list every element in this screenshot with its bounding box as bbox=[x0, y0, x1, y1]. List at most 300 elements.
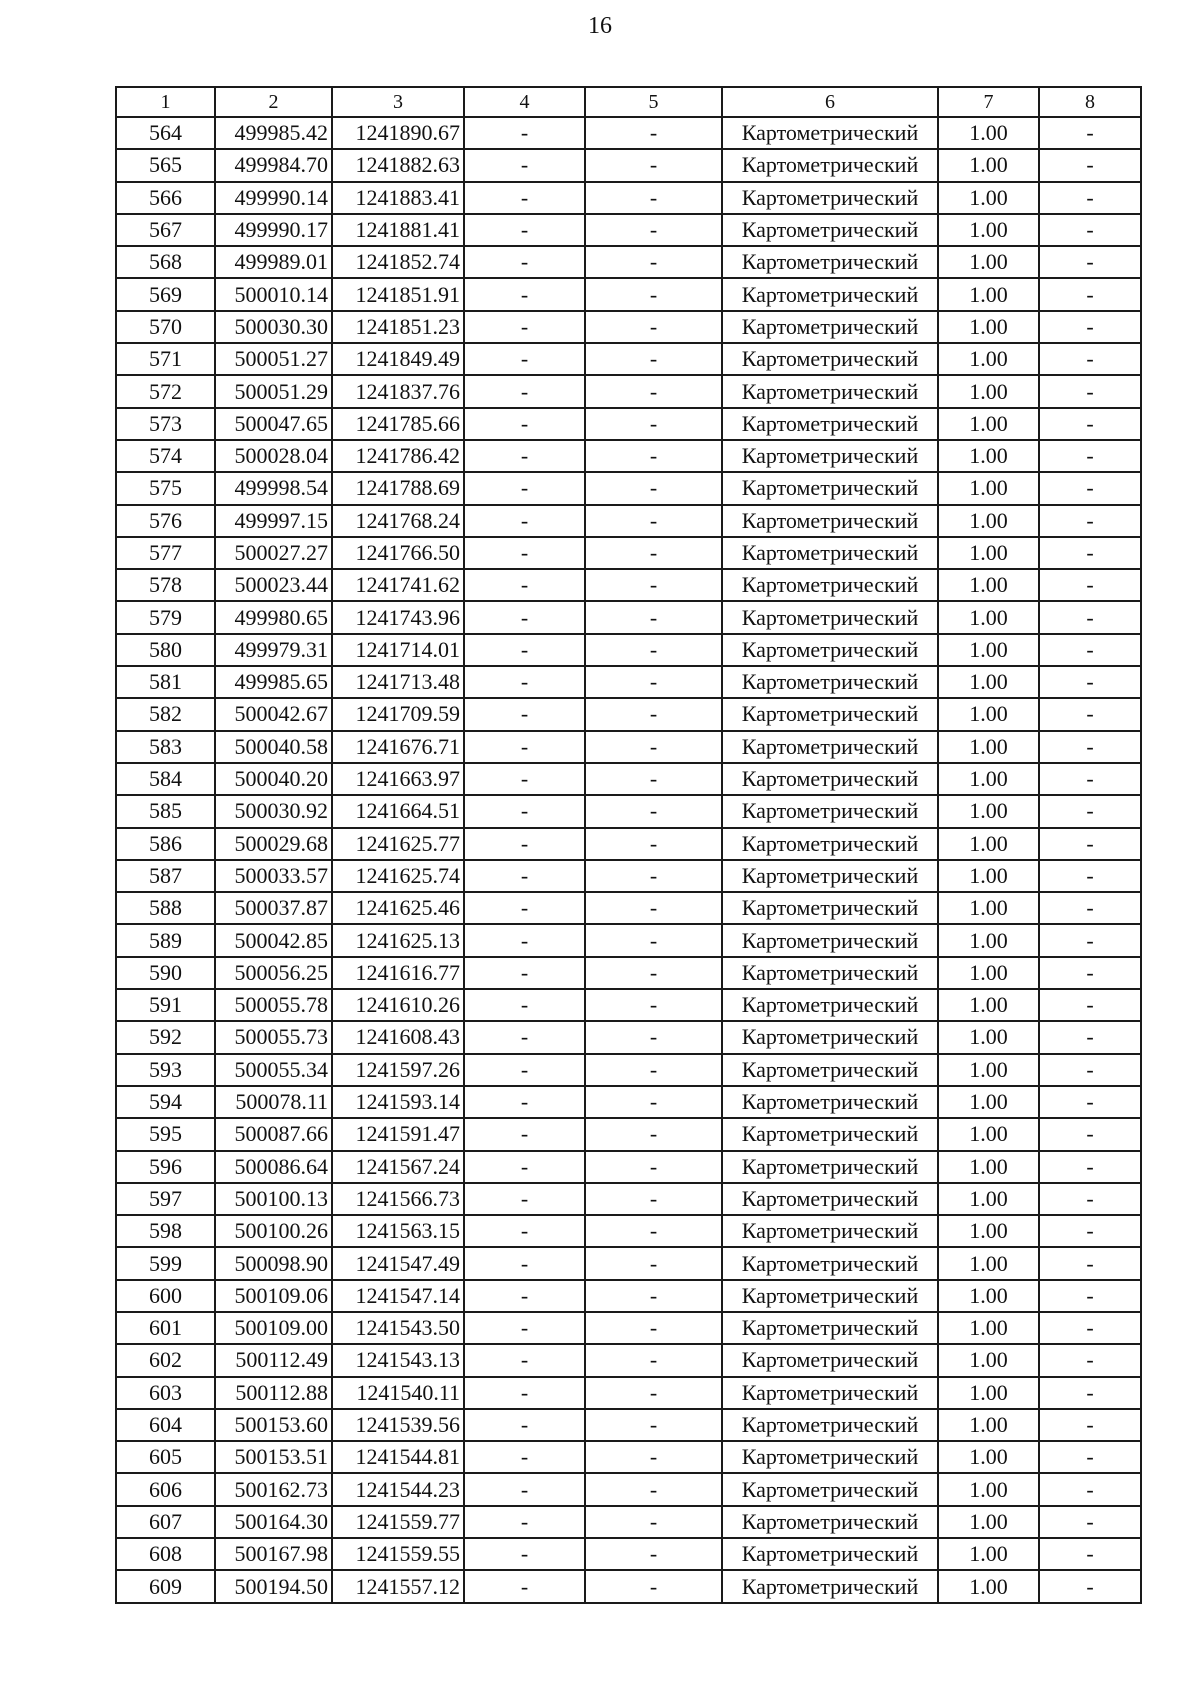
method-cell: Картометрический bbox=[722, 1312, 938, 1344]
method-cell: Картометрический bbox=[722, 763, 938, 795]
col8-cell: - bbox=[1039, 892, 1141, 924]
col4-cell: - bbox=[464, 989, 585, 1021]
accuracy-cell: 1.00 bbox=[938, 375, 1039, 407]
y-coordinate-cell: 1241591.47 bbox=[332, 1118, 464, 1150]
col4-cell: - bbox=[464, 1473, 585, 1505]
accuracy-cell: 1.00 bbox=[938, 1183, 1039, 1215]
point-number-cell: 587 bbox=[116, 860, 215, 892]
col5-cell: - bbox=[585, 1215, 722, 1247]
point-number-cell: 594 bbox=[116, 1086, 215, 1118]
y-coordinate-cell: 1241713.48 bbox=[332, 666, 464, 698]
accuracy-cell: 1.00 bbox=[938, 569, 1039, 601]
x-coordinate-cell: 500040.58 bbox=[215, 731, 332, 763]
y-coordinate-cell: 1241547.49 bbox=[332, 1247, 464, 1279]
method-cell: Картометрический bbox=[722, 1183, 938, 1215]
col8-cell: - bbox=[1039, 1021, 1141, 1053]
column-header: 6 bbox=[722, 87, 938, 117]
accuracy-cell: 1.00 bbox=[938, 601, 1039, 633]
table-row bbox=[116, 440, 1141, 472]
method-cell: Картометрический bbox=[722, 634, 938, 666]
col8-cell: - bbox=[1039, 1377, 1141, 1409]
x-coordinate-cell: 500112.49 bbox=[215, 1344, 332, 1376]
x-coordinate-cell: 500055.73 bbox=[215, 1021, 332, 1053]
point-number-cell: 572 bbox=[116, 375, 215, 407]
point-number-cell: 577 bbox=[116, 537, 215, 569]
x-coordinate-cell: 500098.90 bbox=[215, 1247, 332, 1279]
col4-cell: - bbox=[464, 698, 585, 730]
method-cell: Картометрический bbox=[722, 860, 938, 892]
table-row bbox=[116, 1215, 1141, 1247]
y-coordinate-cell: 1241597.26 bbox=[332, 1054, 464, 1086]
point-number-cell: 570 bbox=[116, 311, 215, 343]
col4-cell: - bbox=[464, 1538, 585, 1570]
col5-cell: - bbox=[585, 1118, 722, 1150]
method-cell: Картометрический bbox=[722, 1280, 938, 1312]
y-coordinate-cell: 1241544.81 bbox=[332, 1441, 464, 1473]
col8-cell: - bbox=[1039, 698, 1141, 730]
col4-cell: - bbox=[464, 1506, 585, 1538]
y-coordinate-cell: 1241676.71 bbox=[332, 731, 464, 763]
y-coordinate-cell: 1241663.97 bbox=[332, 763, 464, 795]
col8-cell: - bbox=[1039, 1215, 1141, 1247]
method-cell: Картометрический bbox=[722, 1151, 938, 1183]
x-coordinate-cell: 500109.06 bbox=[215, 1280, 332, 1312]
y-coordinate-cell: 1241566.73 bbox=[332, 1183, 464, 1215]
col5-cell: - bbox=[585, 1538, 722, 1570]
col4-cell: - bbox=[464, 343, 585, 375]
col8-cell: - bbox=[1039, 828, 1141, 860]
col4-cell: - bbox=[464, 1215, 585, 1247]
accuracy-cell: 1.00 bbox=[938, 1247, 1039, 1279]
x-coordinate-cell: 499997.15 bbox=[215, 505, 332, 537]
col4-cell: - bbox=[464, 1441, 585, 1473]
coordinates-table bbox=[115, 86, 1142, 1604]
col8-cell: - bbox=[1039, 957, 1141, 989]
col4-cell: - bbox=[464, 957, 585, 989]
table-row bbox=[116, 408, 1141, 440]
method-cell: Картометрический bbox=[722, 505, 938, 537]
x-coordinate-cell: 500194.50 bbox=[215, 1570, 332, 1602]
x-coordinate-cell: 500051.29 bbox=[215, 375, 332, 407]
point-number-cell: 578 bbox=[116, 569, 215, 601]
point-number-cell: 590 bbox=[116, 957, 215, 989]
table-row bbox=[116, 1280, 1141, 1312]
x-coordinate-cell: 500028.04 bbox=[215, 440, 332, 472]
x-coordinate-cell: 500055.34 bbox=[215, 1054, 332, 1086]
method-cell: Картометрический bbox=[722, 375, 938, 407]
col5-cell: - bbox=[585, 1473, 722, 1505]
col4-cell: - bbox=[464, 1183, 585, 1215]
table-row bbox=[116, 1183, 1141, 1215]
accuracy-cell: 1.00 bbox=[938, 1021, 1039, 1053]
col5-cell: - bbox=[585, 1183, 722, 1215]
col4-cell: - bbox=[464, 731, 585, 763]
method-cell: Картометрический bbox=[722, 1215, 938, 1247]
point-number-cell: 574 bbox=[116, 440, 215, 472]
y-coordinate-cell: 1241714.01 bbox=[332, 634, 464, 666]
x-coordinate-cell: 500051.27 bbox=[215, 343, 332, 375]
point-number-cell: 586 bbox=[116, 828, 215, 860]
accuracy-cell: 1.00 bbox=[938, 860, 1039, 892]
table-row bbox=[116, 537, 1141, 569]
point-number-cell: 592 bbox=[116, 1021, 215, 1053]
point-number-cell: 588 bbox=[116, 892, 215, 924]
point-number-cell: 573 bbox=[116, 408, 215, 440]
col8-cell: - bbox=[1039, 1409, 1141, 1441]
col4-cell: - bbox=[464, 1118, 585, 1150]
page-number: 16 bbox=[588, 13, 612, 39]
col5-cell: - bbox=[585, 601, 722, 633]
method-cell: Картометрический bbox=[722, 1377, 938, 1409]
col8-cell: - bbox=[1039, 246, 1141, 278]
col5-cell: - bbox=[585, 569, 722, 601]
point-number-cell: 583 bbox=[116, 731, 215, 763]
method-cell: Картометрический bbox=[722, 343, 938, 375]
x-coordinate-cell: 499979.31 bbox=[215, 634, 332, 666]
accuracy-cell: 1.00 bbox=[938, 1473, 1039, 1505]
col4-cell: - bbox=[464, 666, 585, 698]
col8-cell: - bbox=[1039, 1344, 1141, 1376]
col4-cell: - bbox=[464, 1021, 585, 1053]
col4-cell: - bbox=[464, 182, 585, 214]
col8-cell: - bbox=[1039, 634, 1141, 666]
method-cell: Картометрический bbox=[722, 408, 938, 440]
method-cell: Картометрический bbox=[722, 989, 938, 1021]
x-coordinate-cell: 500030.30 bbox=[215, 311, 332, 343]
method-cell: Картометрический bbox=[722, 1409, 938, 1441]
col4-cell: - bbox=[464, 763, 585, 795]
method-cell: Картометрический bbox=[722, 278, 938, 310]
point-number-cell: 569 bbox=[116, 278, 215, 310]
y-coordinate-cell: 1241837.76 bbox=[332, 375, 464, 407]
x-coordinate-cell: 500167.98 bbox=[215, 1538, 332, 1570]
point-number-cell: 585 bbox=[116, 795, 215, 827]
method-cell: Картометрический bbox=[722, 795, 938, 827]
col5-cell: - bbox=[585, 311, 722, 343]
accuracy-cell: 1.00 bbox=[938, 1506, 1039, 1538]
point-number-cell: 605 bbox=[116, 1441, 215, 1473]
x-coordinate-cell: 500047.65 bbox=[215, 408, 332, 440]
col5-cell: - bbox=[585, 505, 722, 537]
y-coordinate-cell: 1241608.43 bbox=[332, 1021, 464, 1053]
col5-cell: - bbox=[585, 1151, 722, 1183]
col8-cell: - bbox=[1039, 1054, 1141, 1086]
method-cell: Картометрический bbox=[722, 472, 938, 504]
y-coordinate-cell: 1241883.41 bbox=[332, 182, 464, 214]
col4-cell: - bbox=[464, 246, 585, 278]
col5-cell: - bbox=[585, 1021, 722, 1053]
table-row bbox=[116, 957, 1141, 989]
col4-cell: - bbox=[464, 892, 585, 924]
accuracy-cell: 1.00 bbox=[938, 1215, 1039, 1247]
y-coordinate-cell: 1241882.63 bbox=[332, 149, 464, 181]
table-row bbox=[116, 601, 1141, 633]
col4-cell: - bbox=[464, 472, 585, 504]
point-number-cell: 608 bbox=[116, 1538, 215, 1570]
col5-cell: - bbox=[585, 1506, 722, 1538]
point-number-cell: 579 bbox=[116, 601, 215, 633]
col5-cell: - bbox=[585, 408, 722, 440]
x-coordinate-cell: 500056.25 bbox=[215, 957, 332, 989]
table-row bbox=[116, 1312, 1141, 1344]
y-coordinate-cell: 1241768.24 bbox=[332, 505, 464, 537]
y-coordinate-cell: 1241786.42 bbox=[332, 440, 464, 472]
accuracy-cell: 1.00 bbox=[938, 731, 1039, 763]
point-number-cell: 593 bbox=[116, 1054, 215, 1086]
col5-cell: - bbox=[585, 1409, 722, 1441]
point-number-cell: 601 bbox=[116, 1312, 215, 1344]
table-row bbox=[116, 892, 1141, 924]
method-cell: Картометрический bbox=[722, 1473, 938, 1505]
y-coordinate-cell: 1241741.62 bbox=[332, 569, 464, 601]
x-coordinate-cell: 500109.00 bbox=[215, 1312, 332, 1344]
method-cell: Картометрический bbox=[722, 666, 938, 698]
column-header: 8 bbox=[1039, 87, 1141, 117]
col5-cell: - bbox=[585, 1086, 722, 1118]
accuracy-cell: 1.00 bbox=[938, 1086, 1039, 1118]
method-cell: Картометрический bbox=[722, 117, 938, 149]
y-coordinate-cell: 1241743.96 bbox=[332, 601, 464, 633]
col5-cell: - bbox=[585, 537, 722, 569]
table-row bbox=[116, 505, 1141, 537]
col4-cell: - bbox=[464, 214, 585, 246]
table-row bbox=[116, 472, 1141, 504]
col8-cell: - bbox=[1039, 601, 1141, 633]
col5-cell: - bbox=[585, 1377, 722, 1409]
x-coordinate-cell: 500100.26 bbox=[215, 1215, 332, 1247]
accuracy-cell: 1.00 bbox=[938, 698, 1039, 730]
accuracy-cell: 1.00 bbox=[938, 1344, 1039, 1376]
point-number-cell: 581 bbox=[116, 666, 215, 698]
x-coordinate-cell: 500078.11 bbox=[215, 1086, 332, 1118]
col8-cell: - bbox=[1039, 311, 1141, 343]
accuracy-cell: 1.00 bbox=[938, 149, 1039, 181]
col8-cell: - bbox=[1039, 1151, 1141, 1183]
accuracy-cell: 1.00 bbox=[938, 1151, 1039, 1183]
method-cell: Картометрический bbox=[722, 1086, 938, 1118]
method-cell: Картометрический bbox=[722, 698, 938, 730]
col5-cell: - bbox=[585, 731, 722, 763]
y-coordinate-cell: 1241557.12 bbox=[332, 1570, 464, 1602]
y-coordinate-cell: 1241788.69 bbox=[332, 472, 464, 504]
col8-cell: - bbox=[1039, 1570, 1141, 1602]
method-cell: Картометрический bbox=[722, 1247, 938, 1279]
method-cell: Картометрический bbox=[722, 440, 938, 472]
accuracy-cell: 1.00 bbox=[938, 1118, 1039, 1150]
col8-cell: - bbox=[1039, 214, 1141, 246]
col4-cell: - bbox=[464, 1247, 585, 1279]
accuracy-cell: 1.00 bbox=[938, 1377, 1039, 1409]
method-cell: Картометрический bbox=[722, 731, 938, 763]
col8-cell: - bbox=[1039, 537, 1141, 569]
col8-cell: - bbox=[1039, 182, 1141, 214]
col5-cell: - bbox=[585, 149, 722, 181]
point-number-cell: 571 bbox=[116, 343, 215, 375]
table-row bbox=[116, 1054, 1141, 1086]
col8-cell: - bbox=[1039, 989, 1141, 1021]
method-cell: Картометрический bbox=[722, 1054, 938, 1086]
x-coordinate-cell: 499998.54 bbox=[215, 472, 332, 504]
table-row bbox=[116, 1538, 1141, 1570]
col4-cell: - bbox=[464, 1312, 585, 1344]
accuracy-cell: 1.00 bbox=[938, 505, 1039, 537]
x-coordinate-cell: 500040.20 bbox=[215, 763, 332, 795]
method-cell: Картометрический bbox=[722, 246, 938, 278]
point-number-cell: 582 bbox=[116, 698, 215, 730]
point-number-cell: 591 bbox=[116, 989, 215, 1021]
method-cell: Картометрический bbox=[722, 1344, 938, 1376]
y-coordinate-cell: 1241616.77 bbox=[332, 957, 464, 989]
accuracy-cell: 1.00 bbox=[938, 1312, 1039, 1344]
col4-cell: - bbox=[464, 408, 585, 440]
col8-cell: - bbox=[1039, 731, 1141, 763]
table-row bbox=[116, 343, 1141, 375]
col5-cell: - bbox=[585, 1247, 722, 1279]
method-cell: Картометрический bbox=[722, 1506, 938, 1538]
y-coordinate-cell: 1241547.14 bbox=[332, 1280, 464, 1312]
table-row bbox=[116, 1441, 1141, 1473]
method-cell: Картометрический bbox=[722, 311, 938, 343]
method-cell: Картометрический bbox=[722, 149, 938, 181]
col5-cell: - bbox=[585, 924, 722, 956]
table-row bbox=[116, 1473, 1141, 1505]
table-row bbox=[116, 246, 1141, 278]
col5-cell: - bbox=[585, 828, 722, 860]
col5-cell: - bbox=[585, 795, 722, 827]
col8-cell: - bbox=[1039, 343, 1141, 375]
table-row bbox=[116, 569, 1141, 601]
col5-cell: - bbox=[585, 1344, 722, 1376]
x-coordinate-cell: 499980.65 bbox=[215, 601, 332, 633]
y-coordinate-cell: 1241559.55 bbox=[332, 1538, 464, 1570]
col8-cell: - bbox=[1039, 1118, 1141, 1150]
col5-cell: - bbox=[585, 1570, 722, 1602]
col4-cell: - bbox=[464, 601, 585, 633]
y-coordinate-cell: 1241881.41 bbox=[332, 214, 464, 246]
col4-cell: - bbox=[464, 1344, 585, 1376]
col5-cell: - bbox=[585, 763, 722, 795]
col4-cell: - bbox=[464, 828, 585, 860]
point-number-cell: 584 bbox=[116, 763, 215, 795]
point-number-cell: 607 bbox=[116, 1506, 215, 1538]
x-coordinate-cell: 500030.92 bbox=[215, 795, 332, 827]
table-row bbox=[116, 1344, 1141, 1376]
col4-cell: - bbox=[464, 149, 585, 181]
point-number-cell: 589 bbox=[116, 924, 215, 956]
y-coordinate-cell: 1241851.23 bbox=[332, 311, 464, 343]
col8-cell: - bbox=[1039, 924, 1141, 956]
y-coordinate-cell: 1241539.56 bbox=[332, 1409, 464, 1441]
table-row bbox=[116, 1409, 1141, 1441]
x-coordinate-cell: 500100.13 bbox=[215, 1183, 332, 1215]
accuracy-cell: 1.00 bbox=[938, 795, 1039, 827]
col8-cell: - bbox=[1039, 1538, 1141, 1570]
col5-cell: - bbox=[585, 698, 722, 730]
table-row bbox=[116, 1021, 1141, 1053]
x-coordinate-cell: 500037.87 bbox=[215, 892, 332, 924]
y-coordinate-cell: 1241664.51 bbox=[332, 795, 464, 827]
x-coordinate-cell: 499990.17 bbox=[215, 214, 332, 246]
col4-cell: - bbox=[464, 1280, 585, 1312]
point-number-cell: 576 bbox=[116, 505, 215, 537]
col4-cell: - bbox=[464, 1377, 585, 1409]
column-header: 5 bbox=[585, 87, 722, 117]
y-coordinate-cell: 1241625.74 bbox=[332, 860, 464, 892]
table-row bbox=[116, 1086, 1141, 1118]
col8-cell: - bbox=[1039, 1247, 1141, 1279]
point-number-cell: 564 bbox=[116, 117, 215, 149]
table-row bbox=[116, 731, 1141, 763]
col8-cell: - bbox=[1039, 440, 1141, 472]
y-coordinate-cell: 1241890.67 bbox=[332, 117, 464, 149]
col5-cell: - bbox=[585, 440, 722, 472]
accuracy-cell: 1.00 bbox=[938, 343, 1039, 375]
x-coordinate-cell: 500162.73 bbox=[215, 1473, 332, 1505]
point-number-cell: 599 bbox=[116, 1247, 215, 1279]
y-coordinate-cell: 1241543.13 bbox=[332, 1344, 464, 1376]
col4-cell: - bbox=[464, 440, 585, 472]
table-row bbox=[116, 698, 1141, 730]
col4-cell: - bbox=[464, 1054, 585, 1086]
col8-cell: - bbox=[1039, 375, 1141, 407]
col4-cell: - bbox=[464, 278, 585, 310]
col5-cell: - bbox=[585, 1054, 722, 1086]
y-coordinate-cell: 1241766.50 bbox=[332, 537, 464, 569]
y-coordinate-cell: 1241625.46 bbox=[332, 892, 464, 924]
table-row bbox=[116, 1118, 1141, 1150]
accuracy-cell: 1.00 bbox=[938, 246, 1039, 278]
table-row bbox=[116, 117, 1141, 149]
accuracy-cell: 1.00 bbox=[938, 278, 1039, 310]
method-cell: Картометрический bbox=[722, 1538, 938, 1570]
col8-cell: - bbox=[1039, 860, 1141, 892]
col5-cell: - bbox=[585, 278, 722, 310]
table-row bbox=[116, 634, 1141, 666]
table-row bbox=[116, 1377, 1141, 1409]
method-cell: Картометрический bbox=[722, 957, 938, 989]
y-coordinate-cell: 1241544.23 bbox=[332, 1473, 464, 1505]
point-number-cell: 595 bbox=[116, 1118, 215, 1150]
method-cell: Картометрический bbox=[722, 828, 938, 860]
x-coordinate-cell: 500033.57 bbox=[215, 860, 332, 892]
point-number-cell: 580 bbox=[116, 634, 215, 666]
column-header: 4 bbox=[464, 87, 585, 117]
accuracy-cell: 1.00 bbox=[938, 472, 1039, 504]
col8-cell: - bbox=[1039, 666, 1141, 698]
accuracy-cell: 1.00 bbox=[938, 182, 1039, 214]
col5-cell: - bbox=[585, 634, 722, 666]
method-cell: Картометрический bbox=[722, 537, 938, 569]
point-number-cell: 604 bbox=[116, 1409, 215, 1441]
col8-cell: - bbox=[1039, 408, 1141, 440]
method-cell: Картометрический bbox=[722, 1118, 938, 1150]
x-coordinate-cell: 500023.44 bbox=[215, 569, 332, 601]
x-coordinate-cell: 500042.67 bbox=[215, 698, 332, 730]
point-number-cell: 566 bbox=[116, 182, 215, 214]
x-coordinate-cell: 500029.68 bbox=[215, 828, 332, 860]
accuracy-cell: 1.00 bbox=[938, 1409, 1039, 1441]
method-cell: Картометрический bbox=[722, 1441, 938, 1473]
x-coordinate-cell: 500164.30 bbox=[215, 1506, 332, 1538]
x-coordinate-cell: 499984.70 bbox=[215, 149, 332, 181]
col5-cell: - bbox=[585, 117, 722, 149]
point-number-cell: 567 bbox=[116, 214, 215, 246]
table-body bbox=[116, 117, 1141, 1603]
col5-cell: - bbox=[585, 989, 722, 1021]
y-coordinate-cell: 1241567.24 bbox=[332, 1151, 464, 1183]
y-coordinate-cell: 1241563.15 bbox=[332, 1215, 464, 1247]
y-coordinate-cell: 1241852.74 bbox=[332, 246, 464, 278]
